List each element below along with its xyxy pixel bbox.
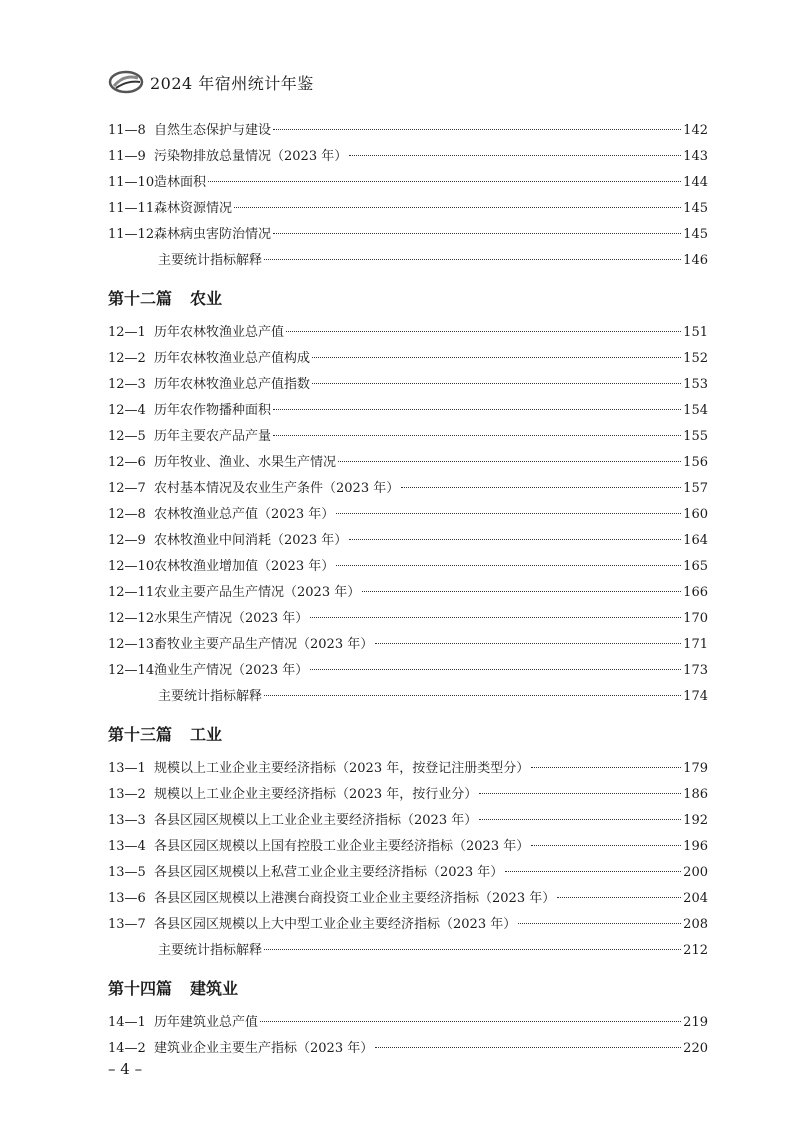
dot-leader [338,461,681,462]
toc-entry[interactable] [108,248,708,274]
entry-title: 主要统计指标解释 [158,689,263,704]
toc-entry[interactable] [108,658,708,684]
toc-entry[interactable] [108,196,708,222]
entry-number: 11—10 [108,175,155,190]
entry-page: 166 [683,585,708,600]
dot-leader [273,129,681,130]
entry-number: 12—1 [108,325,146,340]
entry-title: 历年农林牧渔业总产值 [154,325,285,340]
entry-page: 153 [683,377,708,392]
page-header [108,70,314,94]
toc-entry[interactable] [108,860,708,886]
entry-number: 11—12 [108,227,155,242]
dot-leader [479,793,681,794]
table-of-contents [108,118,708,1062]
toc-entry[interactable] [108,1036,708,1062]
entry-page: 171 [683,637,708,652]
entry-title: 各县区园区规模以上国有控股工业企业主要经济指标（2023 年） [154,839,530,854]
toc-entry[interactable] [108,144,708,170]
entry-number: 12—4 [108,403,146,418]
toc-entry[interactable] [108,450,708,476]
entry-title: 农林牧渔业中间消耗（2023 年） [154,533,348,548]
entry-page: 192 [683,813,708,828]
toc-entry[interactable] [108,1010,708,1036]
entry-title: 历年农林牧渔业总产值指数 [154,377,311,392]
entry-page: 145 [683,227,708,242]
entry-page: 173 [683,663,708,678]
entry-title: 建筑业企业主要生产指标（2023 年） [154,1041,374,1056]
entry-title: 森林资源情况 [154,201,233,216]
entry-page: 212 [683,943,708,958]
entry-title: 历年建筑业总产值 [154,1015,259,1030]
dot-leader [286,331,681,332]
entry-page: 143 [683,149,708,164]
dot-leader [518,923,681,924]
entry-number: 12—11 [108,585,155,600]
entry-number: 13—6 [108,891,146,906]
dot-leader [208,181,681,182]
entry-number: 12—8 [108,507,146,522]
toc-entry[interactable] [108,346,708,372]
entry-number: 11—9 [108,149,146,164]
dot-leader [264,949,681,950]
entry-number: 13—4 [108,839,146,854]
section-name: 农业 [190,289,223,308]
toc-entry[interactable] [108,606,708,632]
entry-title: 农业主要产品生产情况（2023 年） [154,585,361,600]
entry-number: 12—10 [108,559,155,574]
entry-page: 170 [683,611,708,626]
dot-leader [336,513,681,514]
toc-entry[interactable] [108,808,708,834]
dot-leader [234,207,681,208]
toc-entry[interactable] [108,938,708,964]
entry-page: 157 [683,481,708,496]
toc-entry[interactable] [108,912,708,938]
entry-number: 12—3 [108,377,146,392]
yearbook-logo-icon [108,70,144,94]
entry-title: 各县区园区规模以上私营工业企业主要经济指标（2023 年） [154,865,504,880]
dot-leader [260,1021,681,1022]
section-part: 第十二篇 [108,289,173,308]
entry-number: 12—5 [108,429,146,444]
dot-leader [375,1047,681,1048]
entry-title: 历年牧业、渔业、水果生产情况 [154,455,337,470]
dot-leader [310,617,681,618]
toc-entry[interactable] [108,398,708,424]
entry-number: 12—9 [108,533,146,548]
entry-title: 各县区园区规模以上大中型工业企业主要经济指标（2023 年） [154,917,517,932]
entry-page: 196 [683,839,708,854]
entry-page: 208 [683,917,708,932]
entry-title: 规模以上工业企业主要经济指标（2023 年，按行业分） [154,787,478,802]
entry-title: 自然生态保护与建设 [154,123,272,138]
entry-page: 152 [683,351,708,366]
entry-page: 200 [683,865,708,880]
dot-leader [273,233,681,234]
dot-leader [349,539,681,540]
dot-leader [312,383,681,384]
dot-leader [401,487,681,488]
section-heading [108,718,708,752]
section-heading [108,282,708,316]
dot-leader [336,565,681,566]
toc-entry[interactable] [108,320,708,346]
toc-entry[interactable] [108,756,708,782]
dot-leader [273,435,681,436]
entry-page: 155 [683,429,708,444]
entry-title: 历年农林牧渔业总产值构成 [154,351,311,366]
entry-number: 14—2 [108,1041,146,1056]
entry-title: 主要统计指标解释 [158,253,263,268]
entry-title: 畜牧业主要产品生产情况（2023 年） [154,637,374,652]
entry-number: 13—7 [108,917,146,932]
entry-number: 13—5 [108,865,146,880]
entry-title: 规模以上工业企业主要经济指标（2023 年，按登记注册类型分） [154,761,530,776]
entry-title: 森林病虫害防治情况 [154,227,272,242]
toc-entry[interactable] [108,554,708,580]
dot-leader [557,897,681,898]
entry-number: 12—12 [108,611,155,626]
entry-number: 12—14 [108,663,155,678]
entry-page: 174 [683,689,708,704]
entry-page: 186 [683,787,708,802]
toc-entry[interactable] [108,528,708,554]
entry-number: 13—1 [108,761,146,776]
dot-leader [310,669,681,670]
entry-title: 农林牧渔业总产值（2023 年） [154,507,335,522]
toc-entry[interactable] [108,502,708,528]
entry-page: 160 [683,507,708,522]
entry-title: 主要统计指标解释 [158,943,263,958]
entry-number: 14—1 [108,1015,146,1030]
entry-number: 13—2 [108,787,146,802]
dot-leader [349,155,681,156]
dot-leader [312,357,681,358]
dot-leader [531,767,681,768]
dot-leader [531,845,681,846]
entry-title: 各县区园区规模以上港澳台商投资工业企业主要经济指标（2023 年） [154,891,556,906]
toc-entry[interactable] [108,886,708,912]
page-number: – 4 – [108,1060,143,1078]
toc-entry[interactable] [108,476,708,502]
entry-number: 12—6 [108,455,146,470]
dot-leader [362,591,681,592]
entry-title: 各县区园区规模以上工业企业主要经济指标（2023 年） [154,813,478,828]
entry-page: 179 [683,761,708,776]
entry-number: 12—7 [108,481,146,496]
entry-page: 204 [683,891,708,906]
entry-page: 164 [683,533,708,548]
toc-entry[interactable] [108,580,708,606]
entry-title: 渔业生产情况（2023 年） [154,663,309,678]
entry-title: 水果生产情况（2023 年） [154,611,309,626]
dot-leader [273,409,681,410]
yearbook-title: 2024 年宿州统计年鉴 [150,73,314,93]
entry-title: 污染物排放总量情况（2023 年） [154,149,348,164]
entry-number: 11—11 [108,201,155,216]
entry-title: 历年农作物播种面积 [154,403,272,418]
toc-entry[interactable] [108,222,708,248]
entry-page: 219 [683,1015,708,1030]
toc-entry[interactable] [108,424,708,450]
entry-number: 12—13 [108,637,155,652]
entry-page: 220 [683,1041,708,1056]
entry-page: 151 [683,325,708,340]
toc-entry[interactable] [108,684,708,710]
entry-title: 历年主要农产品产量 [154,429,272,444]
section-heading [108,972,708,1006]
section-name: 建筑业 [190,979,239,998]
entry-number: 13—3 [108,813,146,828]
entry-page: 154 [683,403,708,418]
toc-entry[interactable] [108,118,708,144]
section-part: 第十三篇 [108,725,173,744]
dot-leader [479,819,681,820]
dot-leader [505,871,681,872]
entry-title: 农村基本情况及农业生产条件（2023 年） [154,481,400,496]
entry-title: 农林牧渔业增加值（2023 年） [154,559,335,574]
dot-leader [264,695,681,696]
section-name: 工业 [190,725,223,744]
entry-number: 12—2 [108,351,146,366]
entry-page: 156 [683,455,708,470]
toc-entry[interactable] [108,372,708,398]
entry-page: 146 [683,253,708,268]
toc-entry[interactable] [108,782,708,808]
toc-entry[interactable] [108,170,708,196]
toc-entry[interactable] [108,632,708,658]
entry-page: 142 [683,123,708,138]
dot-leader [375,643,681,644]
entry-page: 145 [683,201,708,216]
entry-number: 11—8 [108,123,146,138]
section-part: 第十四篇 [108,979,173,998]
dot-leader [264,259,681,260]
toc-entry[interactable] [108,834,708,860]
entry-title: 造林面积 [154,175,207,190]
entry-page: 165 [683,559,708,574]
entry-page: 144 [683,175,708,190]
